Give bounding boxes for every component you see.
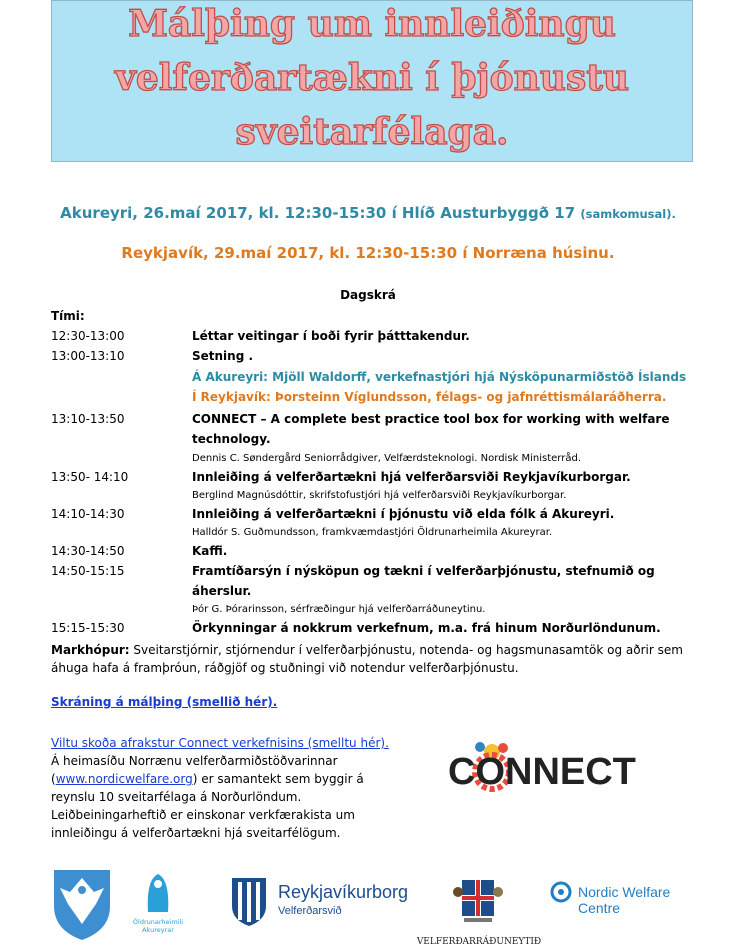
title-line: Málþing um innleiðingu (128, 3, 616, 45)
nordic-welfare-name: Nordic Welfare (578, 884, 671, 900)
agenda-item-title: Framtíðarsýn í nýsköpun og tækni í velferðarþjónustu, stefnumið og áherslur. (192, 564, 655, 598)
agenda-table (51, 306, 691, 638)
connect-info (51, 734, 401, 842)
agenda-time: 14:30-14:50 (51, 544, 125, 558)
nordicwelfare-link[interactable]: www.nordicwelfare.org (55, 772, 193, 786)
agenda-item-title: Örkynningar á nokkrum verkefnum, m.a. frá hinum Norðurlöndunum. (192, 621, 661, 635)
agenda-title: Dagskrá (340, 288, 396, 302)
page-title (52, 0, 692, 159)
nordic-welfare-icon (552, 883, 570, 901)
oldrunarheimili-logo-icon (148, 874, 169, 912)
registration-link[interactable]: Skráning á málþing (smellið hér). (51, 695, 278, 709)
agenda-time: 13:00-13:10 (51, 349, 125, 363)
connect-info-text: Á heimasíðu Norrænu velferðarmiðstöðvarinnar ( (51, 754, 338, 786)
oldrunarheimili-city: Akureyrar (142, 926, 174, 934)
agenda-speaker: Dennis C. Søndergård Seniorrådgiver, Velfærdsteknologi. Nordisk Ministerråd. (192, 453, 582, 464)
oldrunarheimili-name: Öldrunarheimili (132, 918, 184, 926)
event-akureyri-text: Akureyri, 26.maí 2017, kl. 12:30-15:30 í Hlíð Austurbyggð 17 (60, 204, 576, 222)
event-akureyri (0, 204, 736, 222)
akureyri-crest-icon (54, 870, 110, 940)
connect-info-text: ) er samantekt sem byggir á reynslu 10 sveitarfélaga á Norðurlöndum. Leiðbeiningarheftið er einskonar verkfærakista um innleiðingu á velferðartækni hjá sveitarfélögum. (51, 772, 364, 840)
agenda-time-header: Tími: (51, 309, 85, 323)
ministry-name: VELFERÐARRÁÐUNEYTIÐ (416, 937, 542, 947)
iceland-coat-of-arms-icon (453, 880, 503, 922)
connect-logo (418, 704, 693, 832)
title-line: sveitarfélaga. (235, 111, 509, 153)
agenda-time: 14:50-15:15 (51, 564, 125, 578)
target-audience-text: Sveitarstjórnir, stjórnendur í velferðarþjónustu, notenda- og hagsmunasamtök og aðrir sem áhuga hafa á framþróun, ráðgjöf og stuðningi við notendur velferðarþjónustu. (51, 643, 683, 675)
target-audience-label: Markhópur: (51, 643, 130, 657)
agenda-item-title: CONNECT – A complete best practice tool box for working with welfare technology. (192, 412, 670, 446)
agenda-row (51, 561, 691, 618)
agenda-row (51, 409, 691, 467)
nordic-welfare-centre: Centre (578, 900, 621, 916)
connect-logo-graphic (418, 704, 693, 832)
agenda-speaker: Halldór S. Guðmundsson, framkvæmdastjóri Öldrunarheimila Akureyrar. (192, 527, 553, 538)
agenda-time: 13:10-13:50 (51, 412, 125, 426)
agenda-item-title: Setning . (192, 349, 254, 363)
agenda-item-title: Innleiðing á velferðartækni hjá velferðarsviði Reykjavíkurborgar. (192, 470, 631, 484)
partner-logos-graphic (0, 862, 736, 948)
agenda-time: 12:30-13:00 (51, 329, 125, 343)
reykjavik-department: Velferðarsvið (278, 905, 342, 917)
agenda-row (51, 346, 691, 407)
event-reykjavik: Reykjavík, 29.maí 2017, kl. 12:30-15:30 í Norræna húsinu. (121, 244, 615, 262)
agenda-row (51, 541, 691, 561)
agenda-speaker: Berglind Magnúsdóttir, skrifstofustjóri hjá velferðarsviði Reykjavíkurborgar. (192, 490, 567, 501)
agenda-item-title: Innleiðing á velferðartækni í þjónustu við elda fólk á Akureyri. (192, 507, 615, 521)
agenda-time: 14:10-14:30 (51, 507, 125, 521)
agenda-speaker: Þór G. Þórarinsson, sérfræðingur hjá velferðarráðuneytinu. (192, 604, 486, 615)
agenda-row (51, 326, 691, 346)
agenda-row (51, 467, 691, 504)
title-banner (51, 0, 693, 162)
target-audience (51, 641, 691, 677)
reykjavik-shield-icon (232, 878, 266, 926)
event-akureyri-venue-note: (samkomusal). (580, 207, 676, 221)
connect-logo-text: CONNECT (448, 751, 636, 793)
agenda-speaker-reykjavik: Í Reykjavík: Þorsteinn Víglundsson, félags- og jafnréttismálaráðherra. (192, 390, 667, 404)
title-line: velferðartækni í þjónustu (114, 57, 630, 99)
agenda-time: 13:50- 14:10 (51, 470, 129, 484)
agenda-row (51, 504, 691, 541)
agenda-time: 15:15-15:30 (51, 621, 125, 635)
agenda-row (51, 618, 691, 638)
agenda-item-title: Léttar veitingar í boði fyrir þátttakendur. (192, 329, 470, 343)
agenda-item-title: Kaffi. (192, 544, 228, 558)
agenda-speaker-akureyri: Á Akureyri: Mjöll Waldorff, verkefnastjóri hjá Nýsköpunarmiðstöð Íslands (192, 370, 687, 384)
partner-logos (0, 862, 736, 948)
connect-results-link[interactable]: Viltu skoða afrakstur Connect verkefnisins (smelltu hér). (51, 736, 389, 750)
reykjavik-name: Reykjavíkurborg (278, 882, 409, 902)
